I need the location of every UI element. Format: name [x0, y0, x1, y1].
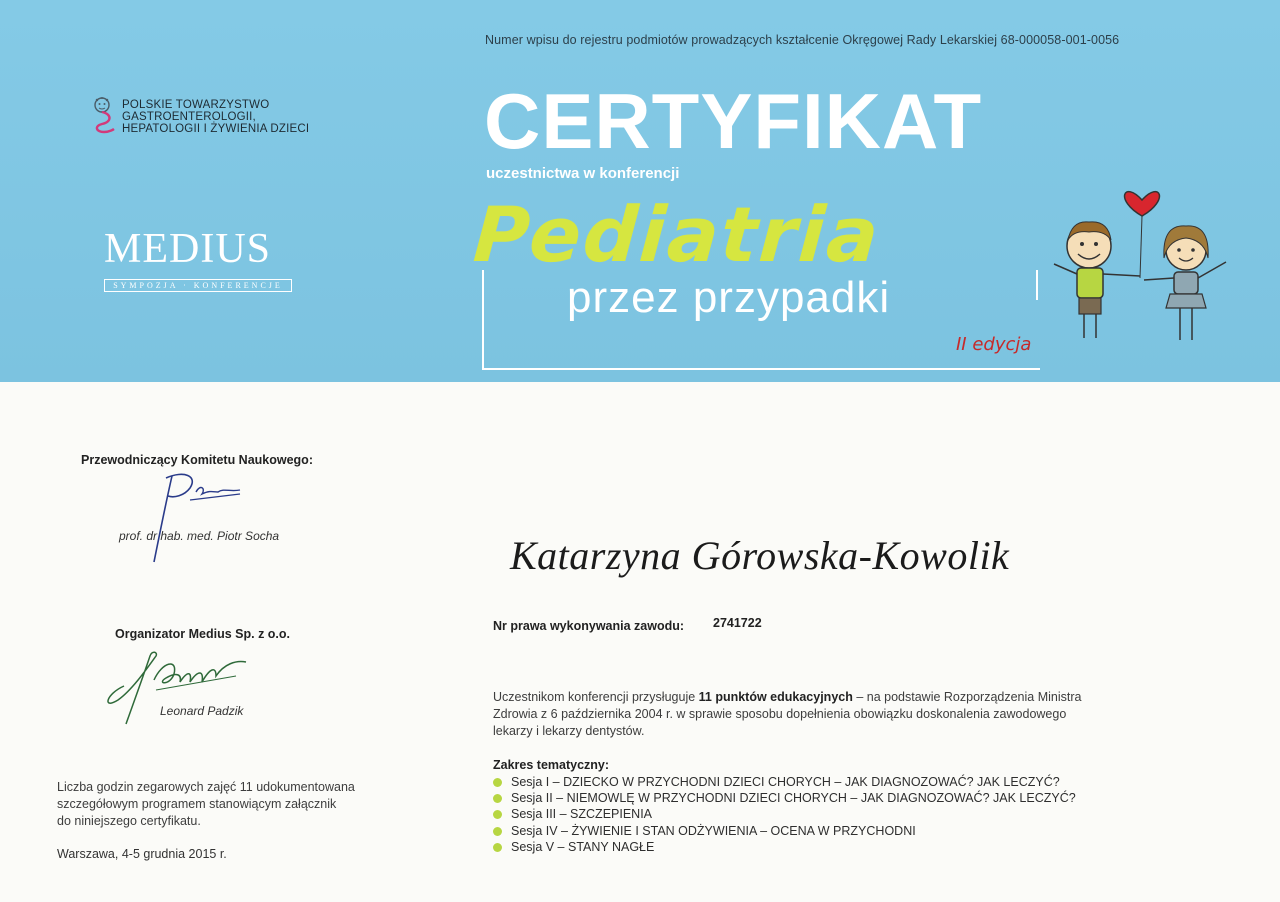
- bullet-icon: [493, 810, 502, 819]
- bullet-icon: [493, 843, 502, 852]
- hours-note-line-2: szczegółowym programem stanowiącym załącznik: [57, 797, 337, 811]
- topic-text: Sesja IV – ŻYWIENIE I STAN ODŻYWIENIA – OCENA W PRZYCHODNI: [511, 823, 916, 838]
- bullet-icon: [493, 827, 502, 836]
- society-name-line-2: GASTROENTEROLOGII,: [122, 111, 256, 123]
- place-date: Warszawa, 4-5 grudnia 2015 r.: [57, 847, 227, 861]
- chair-signature-icon: [140, 462, 250, 572]
- list-item: [493, 823, 1076, 839]
- bullet-icon: [493, 778, 502, 787]
- points-bold: 11 punktów edukacyjnych: [698, 690, 853, 704]
- list-item: [493, 790, 1076, 806]
- kids-heart-balloon-icon: [1044, 188, 1244, 348]
- medius-logo-sub: SYMPOZJA · KONFERENCJE: [104, 279, 292, 292]
- bullet-icon: [493, 794, 502, 803]
- society-name-line-3: HEPATOLOGII I ŻYWIENIA DZIECI: [122, 123, 310, 135]
- title-frame-right: [1036, 270, 1038, 300]
- hours-note: [57, 779, 387, 830]
- points-intro: Uczestnikom konferencji przysługuje: [493, 690, 699, 704]
- certificate-subtitle: uczestnictwa w konferencji: [486, 165, 680, 182]
- topics-list: [493, 774, 1076, 855]
- registry-number: Numer wpisu do rejestru podmiotów prowadzących kształcenie Okręgowej Rady Lekarskiej 68-000058-001-0056: [485, 33, 1120, 47]
- certificate-title: CERTYFIKAT: [484, 77, 983, 165]
- topic-text: Sesja II – NIEMOWLĘ W PRZYCHODNI DZIECI CHORYCH – JAK DIAGNOZOWAĆ? JAK LECZYĆ?: [511, 791, 1076, 806]
- organizer-label: Organizator Medius Sp. z o.o.: [115, 627, 291, 641]
- edition-label: II edycja: [956, 334, 1032, 355]
- medius-logo: [104, 227, 294, 292]
- topic-text: Sesja I – DZIECKO W PRZYCHODNI DZIECI CHORYCH – JAK DIAGNOZOWAĆ? JAK LECZYĆ?: [511, 775, 1060, 789]
- society-name-line-1: POLSKIE TOWARZYSTWO: [122, 99, 270, 111]
- license-label: Nr prawa wykonywania zawodu:: [493, 619, 685, 633]
- society-child-icon: [90, 96, 120, 138]
- medius-logo-name: MEDIUS: [104, 226, 272, 272]
- list-item: [493, 774, 1076, 790]
- chair-name: prof. dr hab. med. Piotr Socha: [119, 529, 280, 543]
- topics-label: Zakres tematyczny:: [493, 758, 610, 772]
- society-logo: [90, 96, 350, 140]
- topic-text: Sesja III – SZCZEPIENIA: [511, 807, 653, 822]
- hours-note-line-1: Liczba godzin zegarowych zajęć 11 udokumentowana: [57, 780, 355, 794]
- points-rest: – na podstawie Rozporządzenia Ministra Zdrowia z 6 października 2004 r. w sprawie sposobu dopełnienia obowiązku doskonalenia zawodowego lekarzy i lekarzy dentystów.: [493, 690, 1082, 738]
- list-item: [493, 806, 1076, 822]
- points-paragraph: [493, 689, 1083, 740]
- license-number: 2741722: [713, 616, 762, 630]
- participant-name: Katarzyna Górowska-Kowolik: [510, 533, 1010, 578]
- conference-name-przypadki: przez przypadki: [567, 273, 891, 322]
- hours-note-line-3: do niniejszego certyfikatu.: [57, 814, 201, 828]
- conference-name-pediatria: Pediatria: [470, 190, 884, 279]
- organizer-name: Leonard Padzik: [160, 704, 244, 718]
- list-item: [493, 839, 1076, 855]
- chair-label: Przewodniczący Komitetu Naukowego:: [81, 453, 313, 467]
- topic-text: Sesja V – STANY NAGŁE: [511, 839, 655, 854]
